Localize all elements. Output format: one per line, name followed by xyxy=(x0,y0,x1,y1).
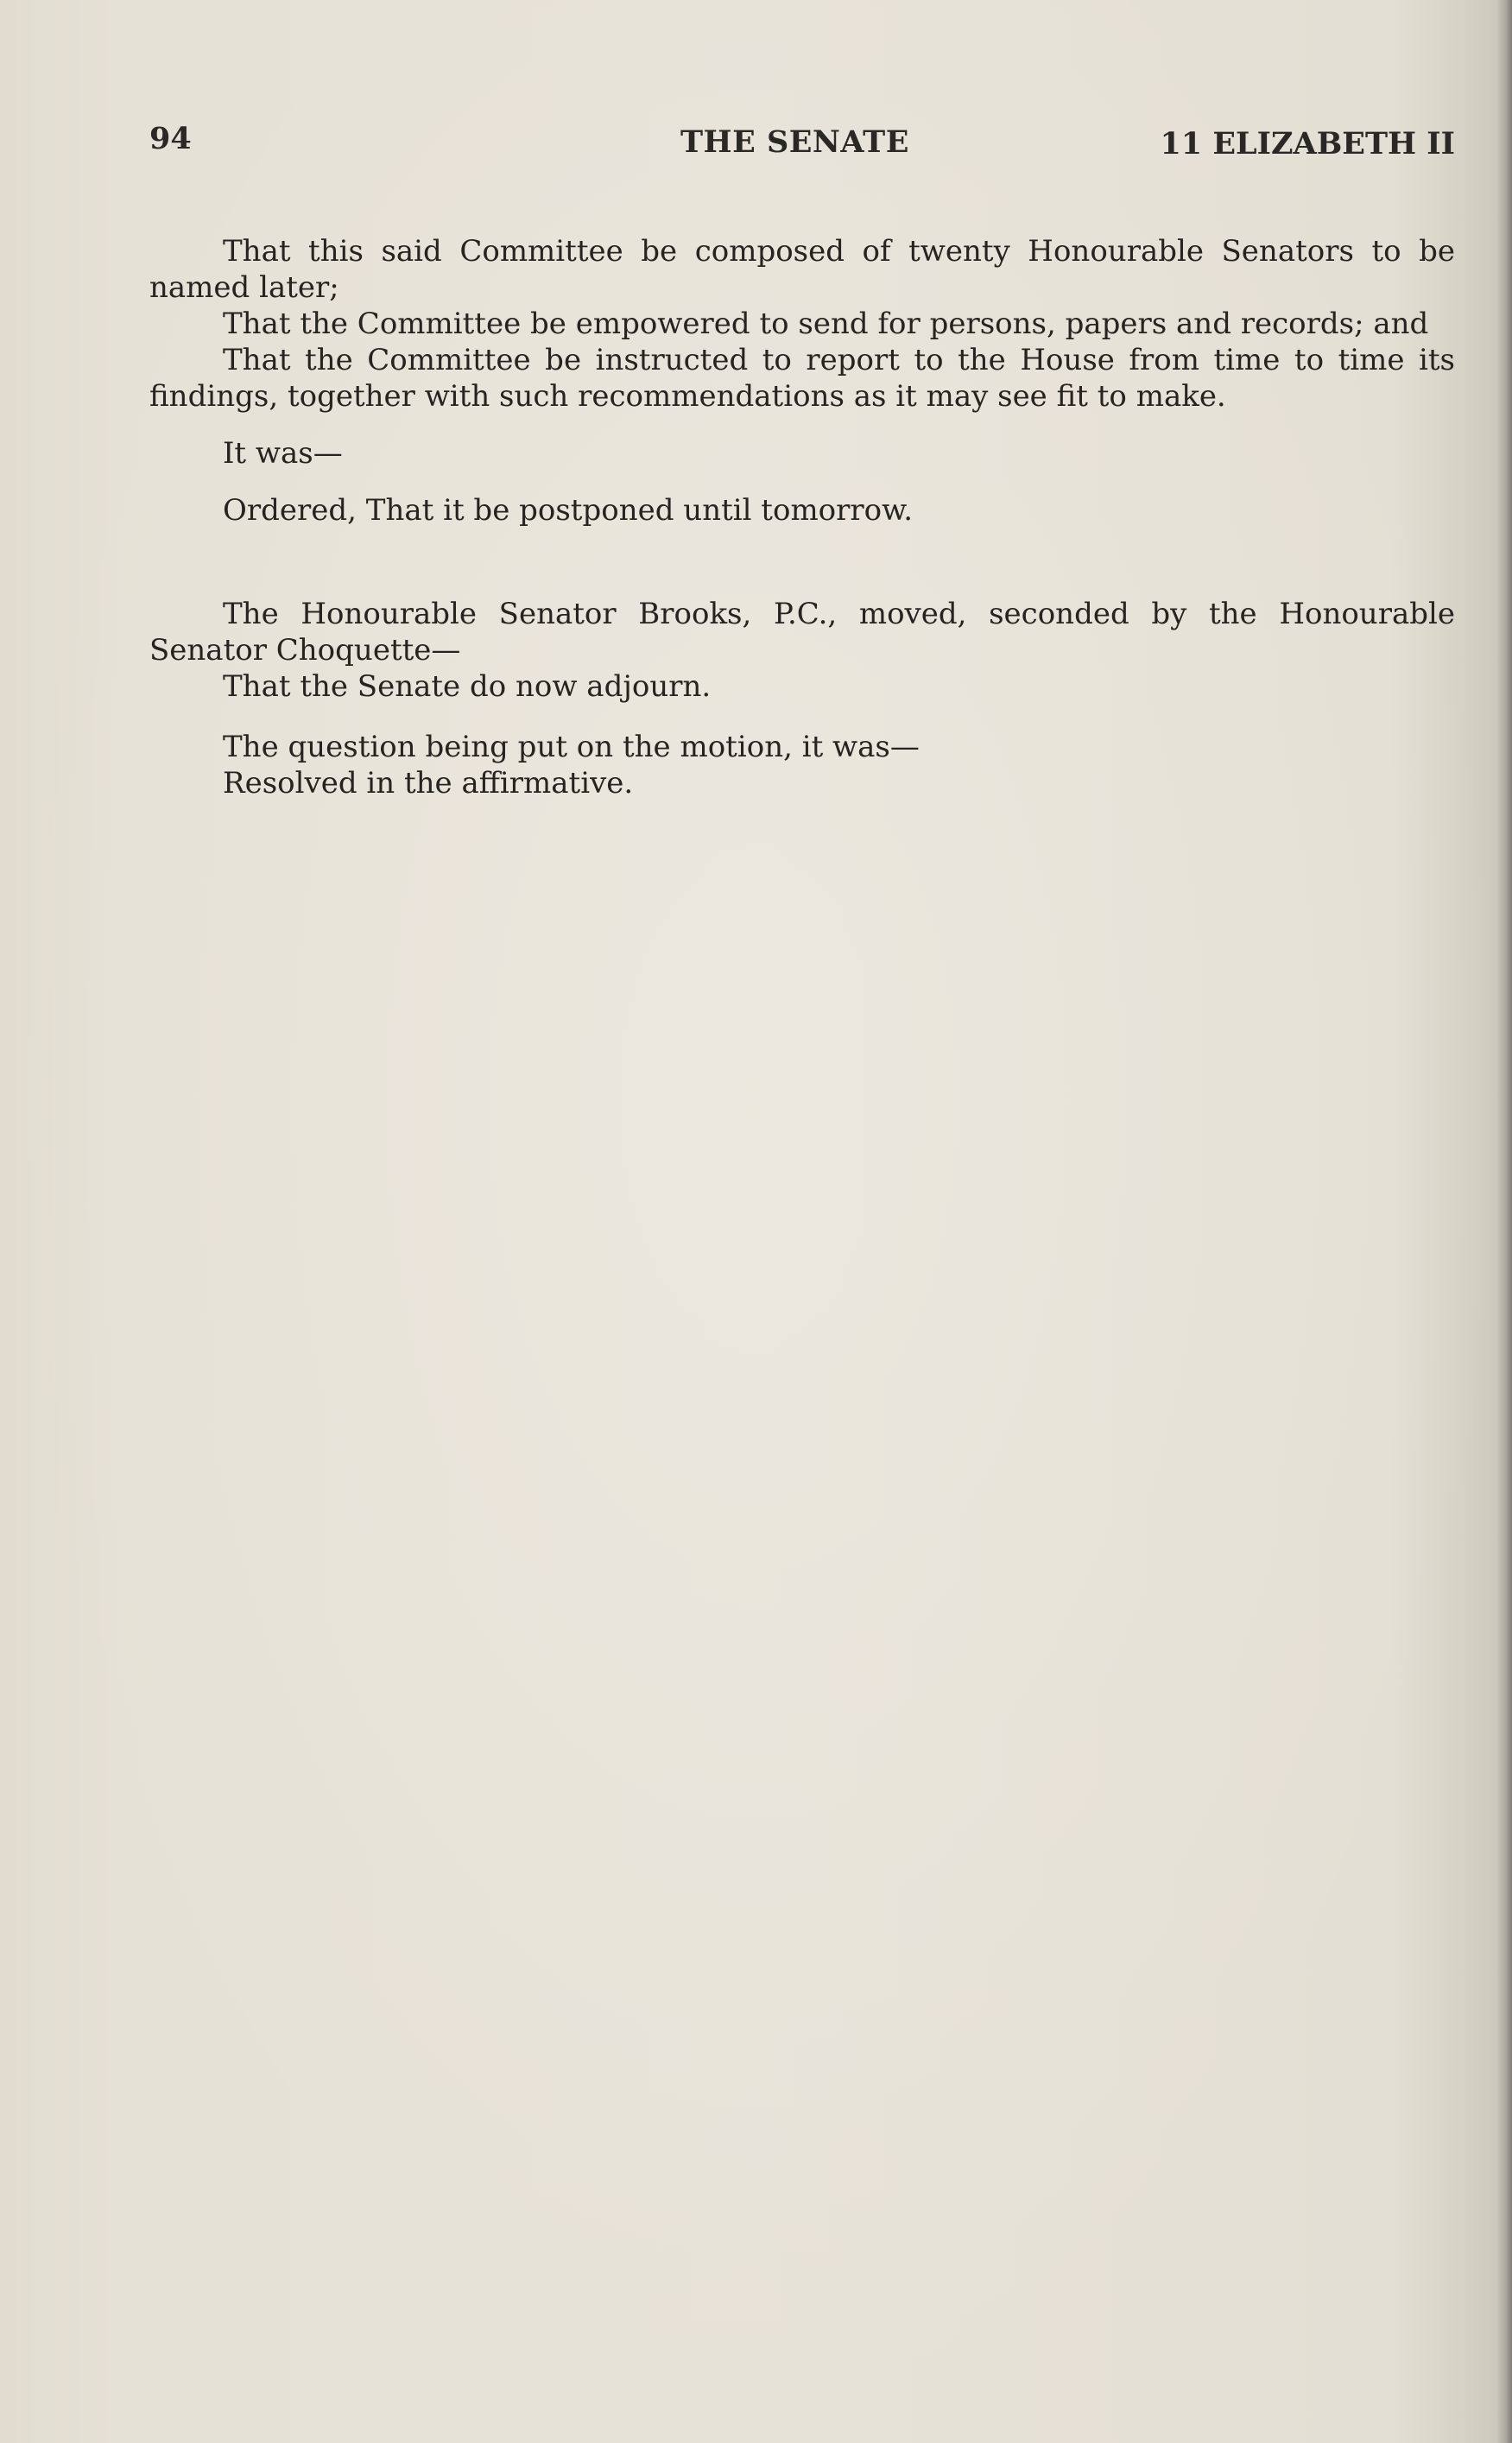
paragraph-committee-composition: That this said Committee be composed of twenty Honourable Senators to be named later; xyxy=(149,234,1455,305)
running-title: THE SENATE xyxy=(680,124,909,160)
body-text xyxy=(149,233,1455,801)
page-header xyxy=(149,121,1455,164)
page-number: 94 xyxy=(149,121,192,156)
paragraph-question-put: The question being put on the motion, it was— xyxy=(223,730,920,764)
paragraph-committee-instructions: That the Committee be instructed to report to the House from time to time its findings, together with such recommendations as it may see fit to make. xyxy=(149,343,1455,414)
paragraph-ordered-postponed: Ordered, That it be postponed until tomorrow. xyxy=(223,493,913,528)
regnal-year: 11 ELIZABETH II xyxy=(1160,126,1455,161)
paragraph-adjournment-motion: The Honourable Senator Brooks, P.C., moved, seconded by the Honourable Senator Choquette— xyxy=(149,597,1455,668)
paragraph-senate-adjourn: That the Senate do now adjourn. xyxy=(223,669,712,704)
paragraph-committee-powers: That the Committee be empowered to send for persons, papers and records; and xyxy=(223,307,1429,341)
page-edge-shadow xyxy=(1496,0,1512,2443)
paragraph-resolved: Resolved in the affirmative. xyxy=(223,766,634,801)
paragraph-it-was: It was— xyxy=(223,436,343,471)
